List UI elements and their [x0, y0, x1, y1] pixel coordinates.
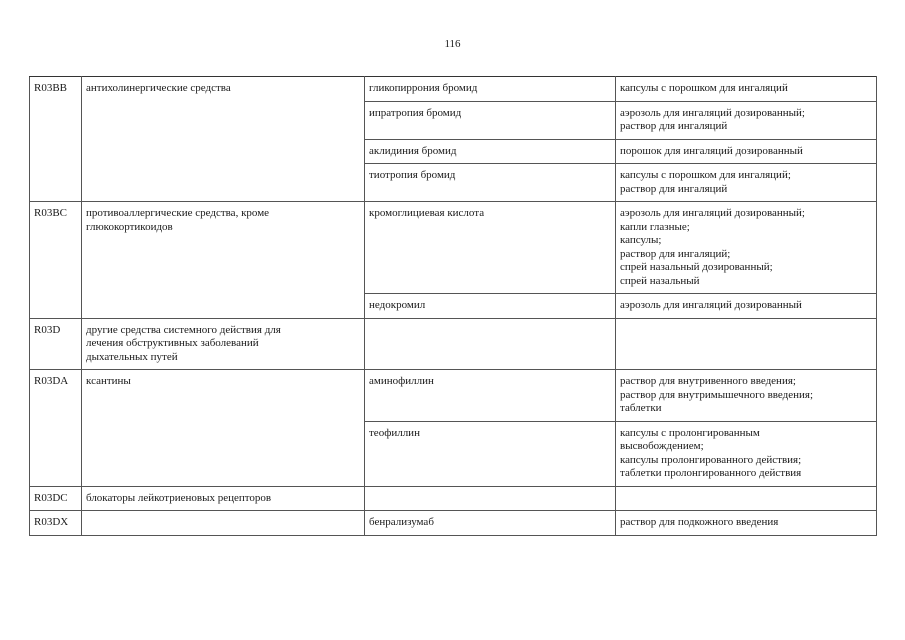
table-row	[30, 486, 877, 511]
drug-name-cell: ипратропия бромид	[365, 101, 616, 139]
group-name-cell: ксантины	[82, 370, 365, 487]
drug-name-cell: кромоглициевая кислота	[365, 202, 616, 294]
drug-name-cell: тиотропия бромид	[365, 164, 616, 202]
drug-name-cell: теофиллин	[365, 421, 616, 486]
atc-code-cell: R03BB	[30, 77, 82, 202]
dosage-form-cell: порошок для ингаляций дозированный	[616, 139, 877, 164]
drug-name-cell: аклидиния бромид	[365, 139, 616, 164]
group-name-cell: другие средства системного действия для лечения обструктивных заболеваний дыхательных путей	[82, 318, 365, 370]
dosage-form-cell: аэрозоль для ингаляций дозированный; раствор для ингаляций	[616, 101, 877, 139]
table-row	[30, 77, 877, 102]
group-name-cell	[82, 511, 365, 536]
drug-name-cell	[365, 486, 616, 511]
drug-name-cell: аминофиллин	[365, 370, 616, 422]
dosage-form-cell: капсулы с порошком для ингаляций; раствор для ингаляций	[616, 164, 877, 202]
atc-code-cell: R03D	[30, 318, 82, 370]
dosage-form-cell: раствор для внутривенного введения; раствор для внутримышечного введения; таблетки	[616, 370, 877, 422]
drug-name-cell: гликопиррония бромид	[365, 77, 616, 102]
table-row	[30, 318, 877, 370]
dosage-form-cell: раствор для подкожного введения	[616, 511, 877, 536]
drug-name-cell	[365, 318, 616, 370]
drug-name-cell: недокромил	[365, 294, 616, 319]
group-name-cell: антихолинергические средства	[82, 77, 365, 202]
dosage-form-cell: капсулы с порошком для ингаляций	[616, 77, 877, 102]
table-row	[30, 202, 877, 294]
atc-code-cell: R03DA	[30, 370, 82, 487]
atc-code-cell: R03DC	[30, 486, 82, 511]
drug-classification-table	[29, 76, 877, 536]
table-row	[30, 511, 877, 536]
page-number: 116	[444, 38, 461, 50]
atc-code-cell: R03DX	[30, 511, 82, 536]
atc-code-cell: R03BC	[30, 202, 82, 319]
dosage-form-cell: капсулы с пролонгированным высвобождением; капсулы пролонгированного действия; таблетки пролонгированного действия	[616, 421, 877, 486]
dosage-form-cell	[616, 318, 877, 370]
dosage-form-cell	[616, 486, 877, 511]
dosage-form-cell: аэрозоль для ингаляций дозированный; капли глазные; капсулы; раствор для ингаляций; спрей назальный дозированный; спрей назальный	[616, 202, 877, 294]
dosage-form-cell: аэрозоль для ингаляций дозированный	[616, 294, 877, 319]
group-name-cell: противоаллергические средства, кроме глюкокортикоидов	[82, 202, 365, 319]
table-row	[30, 370, 877, 422]
drug-name-cell: бенрализумаб	[365, 511, 616, 536]
group-name-cell: блокаторы лейкотриеновых рецепторов	[82, 486, 365, 511]
